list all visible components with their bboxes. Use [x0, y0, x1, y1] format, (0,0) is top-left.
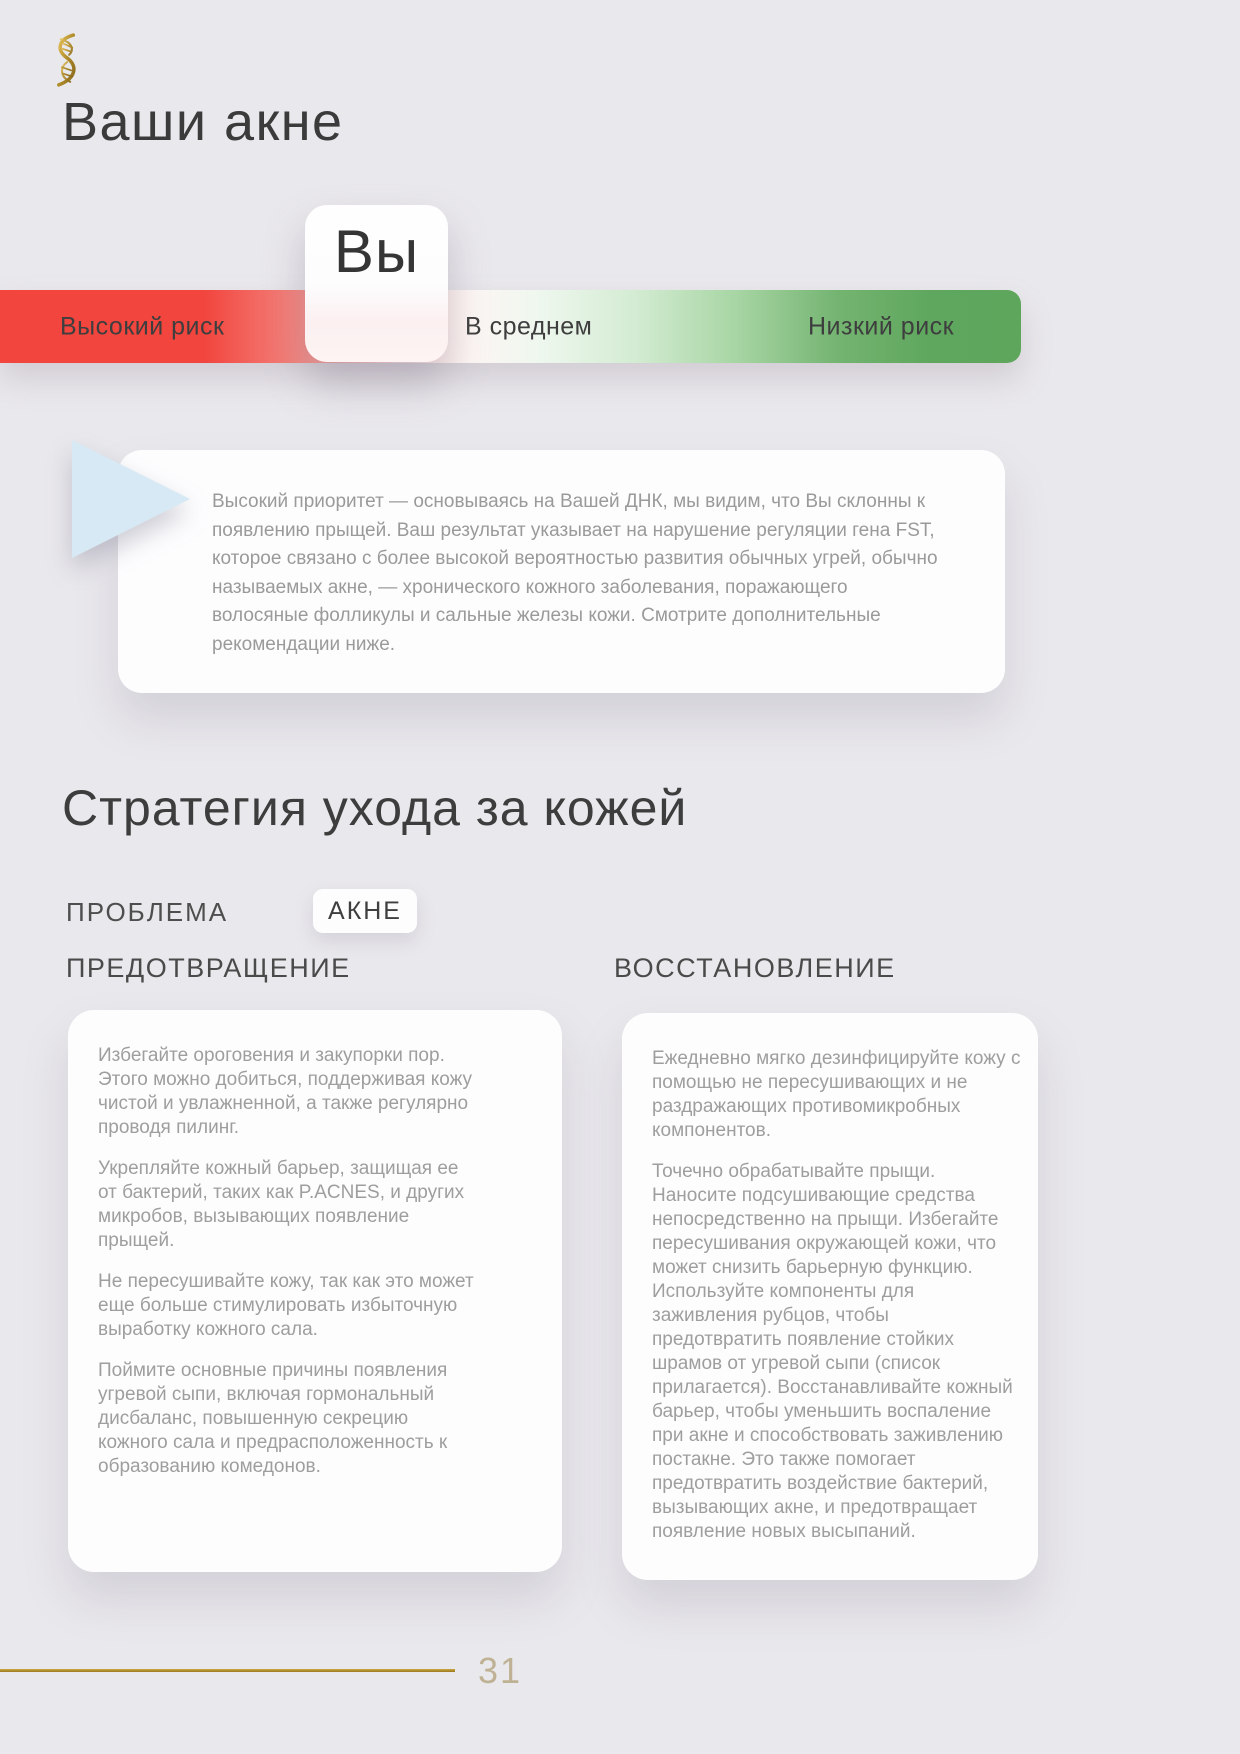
priority-callout-card — [118, 450, 1005, 693]
prevention-card — [68, 1010, 562, 1572]
section-title: Стратегия ухода за кожей — [62, 780, 688, 836]
problem-value-chip: АКНЕ — [313, 889, 417, 933]
recovery-heading: ВОССТАНОВЛЕНИЕ — [614, 953, 896, 983]
priority-callout-text: Высокий приоритет — основываясь на Вашей ДНК, мы видим, что Вы склонны к появлению прыщей. Ваш результат указывает на нарушение регуляции гена FST, которое связано с более высокой вероятностью развития обычных угрей, обычно называемых акне, — хронического кожного заболевания, поражающего волосяные фолликулы и сальные железы кожи. Смотрите дополнительные рекомендации ниже. — [212, 491, 938, 655]
prevention-heading: ПРЕДОТВРАЩЕНИЕ — [66, 953, 351, 983]
problem-label: ПРОБЛЕМА — [66, 897, 229, 927]
prevention-paragraph: Поймите основные причины появления угревой сыпи, включая гормональный дисбаланс, повышенную секрецию кожного сала и предрасположенность к образованию комедонов. — [98, 1360, 448, 1477]
risk-marker-you — [305, 205, 448, 362]
risk-marker-label: Вы — [333, 218, 420, 285]
recovery-card — [622, 1013, 1038, 1580]
risk-label-average: В среднем — [465, 312, 593, 340]
dna-helix-icon — [46, 32, 84, 88]
recovery-paragraph: Точечно обрабатывайте прыщи. Наносите подсушивающие средства непосредственно на прыщи. Избегайте пересушивания окружающей кожи, что может снизить барьерную функцию. Используйте компоненты для заживления рубцов, чтобы предотвратить появление стойких шрамов от угревой сыпи (список прилагается). Восстанавливайте кожный барьер, чтобы уменьшить воспаление при акне и способствовать заживлению постакне. Это также помогает предотвратить воздействие бактерий, вызывающих акне, и предотвращает появление новых высыпаний. — [652, 1161, 1013, 1542]
prevention-paragraph: Не пересушивайте кожу, так как это может еще больше стимулировать избыточную выработку кожного сала. — [98, 1271, 474, 1340]
callout-arrow-icon — [72, 440, 190, 558]
page-number: 31 — [478, 1650, 523, 1691]
prevention-paragraph: Избегайте ороговения и закупорки пор. Этого можно добиться, поддерживая кожу чистой и увлажненной, а также регулярно проводя пилинг. — [98, 1045, 473, 1138]
risk-label-low: Низкий риск — [808, 312, 955, 340]
page-title: Ваши акне — [62, 92, 344, 152]
risk-label-high: Высокий риск — [60, 312, 225, 340]
footer-rule — [0, 1669, 455, 1672]
risk-scale-bar — [0, 290, 1021, 363]
recovery-paragraph: Ежедневно мягко дезинфицируйте кожу с помощью не пересушивающих и не раздражающих противомикробных компонентов. — [652, 1048, 1021, 1141]
prevention-paragraph: Укрепляйте кожный барьер, защищая ее от бактерий, таких как P.ACNES, и других микробов, вызывающих появление прыщей. — [98, 1158, 465, 1251]
